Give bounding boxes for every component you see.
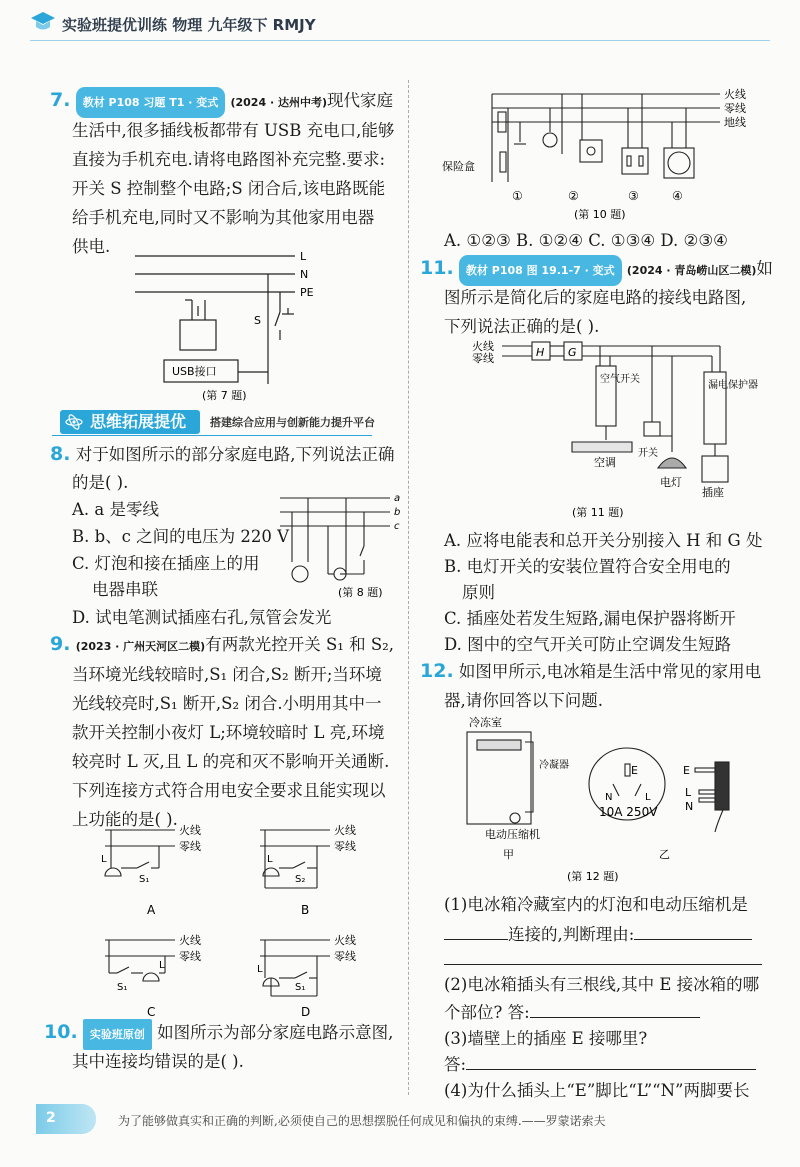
q11-option-d: D. 图中的空气开关可防止空调发生短路 [444,635,732,654]
q11-option-c: C. 插座处若发生短路,漏电保护器将断开 [444,609,736,628]
q11-label-G: G [568,346,577,359]
q7-text-5: 供电. [72,237,111,256]
q7-text-1: 生活中,很多插线板都带有 USB 充电口,能够 [72,121,395,140]
q9-b-L: L [267,854,273,865]
q9-label-A: A [147,903,156,917]
q9-d-zero: 零线 [334,950,356,963]
q11-label-leak: 漏电保护器 [708,380,758,391]
q11-option-b: B. 电灯开关的安装位置符合安全用电的 [444,557,731,576]
q10-label-n2: ② [568,189,579,203]
q12-number: 12. [420,660,454,682]
q12-sub1-blank2[interactable] [634,939,752,940]
q12-sub1-line2 [444,920,752,949]
q12-sub3-blank[interactable] [466,1069,756,1070]
q11-number: 11. [420,257,454,279]
q9-d-S1: S₁ [295,982,306,993]
q9-text-5: 下列连接方式符合用电安全要求且能实现以 [72,781,386,800]
q7-text-0: 现代家庭 [326,91,393,110]
q8-text-1: 的是( ). [72,473,129,492]
q11-label-fire: 火线 [472,340,494,353]
q11-label-switch: 开关 [638,448,658,459]
q12-figure [455,712,775,890]
q12-sub1-text: 连接的,判断理由: [508,925,635,944]
q10-caption: (第 10 题) [574,208,626,221]
q12-label-rating: 10A 250V [599,805,658,819]
header-divider [30,40,770,41]
header-title: 实验班提优训练 物理 九年级下 RMJY [62,16,316,34]
q10-label-n4: ④ [672,189,683,203]
q12-sub1-blank3[interactable] [444,964,762,965]
q10-line-1 [44,1018,393,1050]
q9-a-fire: 火线 [179,824,201,837]
q12-label-E-socket: E [631,764,638,777]
q10-label-ground: 地线 [724,116,746,129]
page-number: 2 [46,1110,56,1126]
graduation-cap-icon [30,10,56,34]
q9-text-3: 款开关控制小夜灯 L;环境较暗时 L 亮,环境 [72,723,385,742]
q12-label-compressor: 电动压缩机 [485,828,540,841]
q9-text-4: 较亮时 L 灭,且 L 的亮和灭不影响开关通断. [72,752,390,771]
q7-tag: 教材 P108 习题 T1 · 变式 [76,87,226,118]
q8-option-a: A. a 是零线 [72,500,159,519]
q8-line-1 [50,440,394,469]
q8-option-b: B. b、c 之间的电压为 220 V [72,527,290,546]
q8-caption: (第 8 题) [338,586,383,599]
q11-label-zero: 零线 [472,352,494,365]
q8-label-a: a [394,493,401,504]
q11-label-air: 空气开关 [600,374,640,385]
q8-circuit-figure [278,490,406,600]
q10-text-0: 如图所示为部分家庭电路示意图, [157,1023,394,1042]
q12-sub1-line1: (1)电冰箱冷藏室内的灯泡和电动压缩机是 [444,895,748,914]
q9-number: 9. [50,633,71,655]
q12-sub3-text: 答: [444,1055,467,1074]
q10-label-fuse: 保险盒 [442,160,475,173]
q11-option-b2: 原则 [462,583,495,602]
q10-label-n3: ③ [628,189,639,203]
q9-options-figure [95,818,405,1018]
q10-text-1: 其中连接均错误的是( ). [72,1052,244,1071]
q11-caption: (第 11 题) [572,506,624,519]
q7-circuit-figure [130,244,330,404]
q9-b-fire: 火线 [334,824,356,837]
q7-text-4: 给手机充电,同时又不影响为其他家用电器 [72,208,375,227]
q7-label-PE: PE [300,286,314,299]
q10-options: A. ①②③ B. ①②④ C. ①③④ D. ②③④ [444,231,728,250]
q11-text-0: 如 [756,259,773,278]
q8-number: 8. [50,443,71,465]
q9-c-L: L [159,960,165,971]
q9-label-D: D [301,1005,311,1019]
q12-caption: (第 12 题) [567,870,619,883]
q12-sub2-line2 [444,998,700,1027]
column-divider [408,80,409,1095]
q12-label-yi: 乙 [659,848,670,861]
q7-label-N: N [300,268,309,281]
q11-circuit-figure [472,336,758,522]
q10-circuit-figure [442,82,772,222]
q11-text-2: 下列说法正确的是( ). [444,317,600,336]
q12-text-0: 如图甲所示,电冰箱是生活中常见的家用电 [458,662,762,681]
atom-icon [64,413,84,431]
q12-sub4: (4)为什么插头上“E”脚比“L”“N”两脚要长 [444,1081,750,1100]
q12-label-jia: 甲 [503,848,514,861]
q8-option-c: C. 灯泡和接在插座上的用 [72,554,260,573]
q11-line-1 [420,254,773,286]
q12-sub3-line2 [444,1050,756,1079]
q11-tag: 教材 P108 图 19.1-7 · 变式 [459,255,622,286]
q12-sub2-text: 个部位? 答: [444,1003,530,1022]
q7-label-usb: USB接口 [172,365,217,378]
q9-text-6: 上功能的是( ). [72,810,178,829]
q9-a-L: L [101,854,107,865]
q8-label-c: c [394,521,400,532]
q7-line-1 [50,86,393,118]
q12-label-N-plug: N [685,800,694,813]
q11-text-1: 图所示是简化后的家庭电路的接线电路图, [444,288,747,307]
q12-label-condenser: 冷凝器 [539,760,569,771]
q7-caption: (第 7 题) [202,389,247,402]
q12-sub3-line1: (3)墙壁上的插座 E 接哪里? [444,1029,648,1048]
q12-label-freezer: 冷冻室 [469,716,502,729]
q12-text-1: 器,请你回答以下问题. [444,691,603,710]
q12-label-N-socket: N [605,792,613,803]
q9-text-0: 有两款光控开关 S₁ 和 S₂, [205,635,395,654]
q10-tag: 实验班原创 [83,1019,152,1050]
q10-label-fire: 火线 [724,88,746,101]
q9-label-B: B [301,903,310,917]
q8-option-c2: 电器串联 [92,580,158,599]
q12-sub2-blank[interactable] [530,1017,700,1018]
section-banner-subtitle: 搭建综合应用与创新能力提升平台 [210,416,375,429]
q7-label-L: L [300,250,307,263]
q9-label-C: C [147,1005,156,1019]
q12-label-L-socket: L [645,792,651,803]
q11-source: (2024 · 青岛崂山区二模) [626,264,757,277]
section-banner-title: 思维拓展提优 [90,412,187,431]
q7-text-3: 开关 S 控制整个电路;S 闭合后,该电路既能 [72,179,386,198]
q12-sub1-blank1[interactable] [444,939,508,940]
q9-c-fire: 火线 [179,934,201,947]
q7-text-2: 直接为手机充电.请将电路图补充完整.要求: [72,150,386,169]
q8-label-b: b [394,507,401,518]
q11-label-socket: 插座 [702,486,724,499]
q12-label-E-plug: E [683,764,690,777]
q8-text-0: 对于如图所示的部分家庭电路,下列说法正确 [75,445,395,464]
q9-a-S1: S₁ [139,874,150,885]
q9-line-1 [50,630,394,661]
q9-b-zero: 零线 [334,840,356,853]
q8-option-d: D. 试电笔测试插座右孔,氖管会发光 [72,608,332,627]
q11-option-a: A. 应将电能表和总开关分别接入 H 和 G 处 [444,531,763,550]
q12-sub2-line1: (2)电冰箱插头有三根线,其中 E 接冰箱的哪 [444,975,760,994]
q7-number: 7. [50,89,71,111]
q11-label-ac: 空调 [594,456,616,469]
q12-line-1 [420,657,761,686]
q12-label-L-plug: L [685,786,692,799]
footer-quote: 为了能够做真实和正确的判断,必须使自己的思想摆脱任何成见和偏执的束缚.——罗蒙诺索夫 [118,1114,606,1128]
q10-label-n1: ① [512,189,523,203]
q9-a-zero: 零线 [179,840,201,853]
q9-d-L: L [257,964,263,975]
q11-label-lamp: 电灯 [660,476,682,489]
q9-source: (2023 · 广州天河区二模) [75,640,206,653]
q9-c-zero: 零线 [179,950,201,963]
q9-d-fire: 火线 [334,934,356,947]
q10-number: 10. [44,1021,78,1043]
q9-text-1: 当环境光线较暗时,S₁ 闭合,S₂ 断开;当环境 [72,665,382,684]
q9-c-S1: S₁ [117,982,128,993]
q9-b-S2: S₂ [295,874,306,885]
q11-label-H: H [536,346,545,359]
q7-source: (2024 · 达州中考) [230,96,327,109]
q9-text-2: 光线较亮时,S₁ 断开,S₂ 闭合.小明用其中一 [72,694,382,713]
q7-label-S: S [254,314,261,327]
q10-label-zero: 零线 [724,102,746,115]
section-banner-line [52,435,372,436]
page-number-tab [36,1104,96,1134]
